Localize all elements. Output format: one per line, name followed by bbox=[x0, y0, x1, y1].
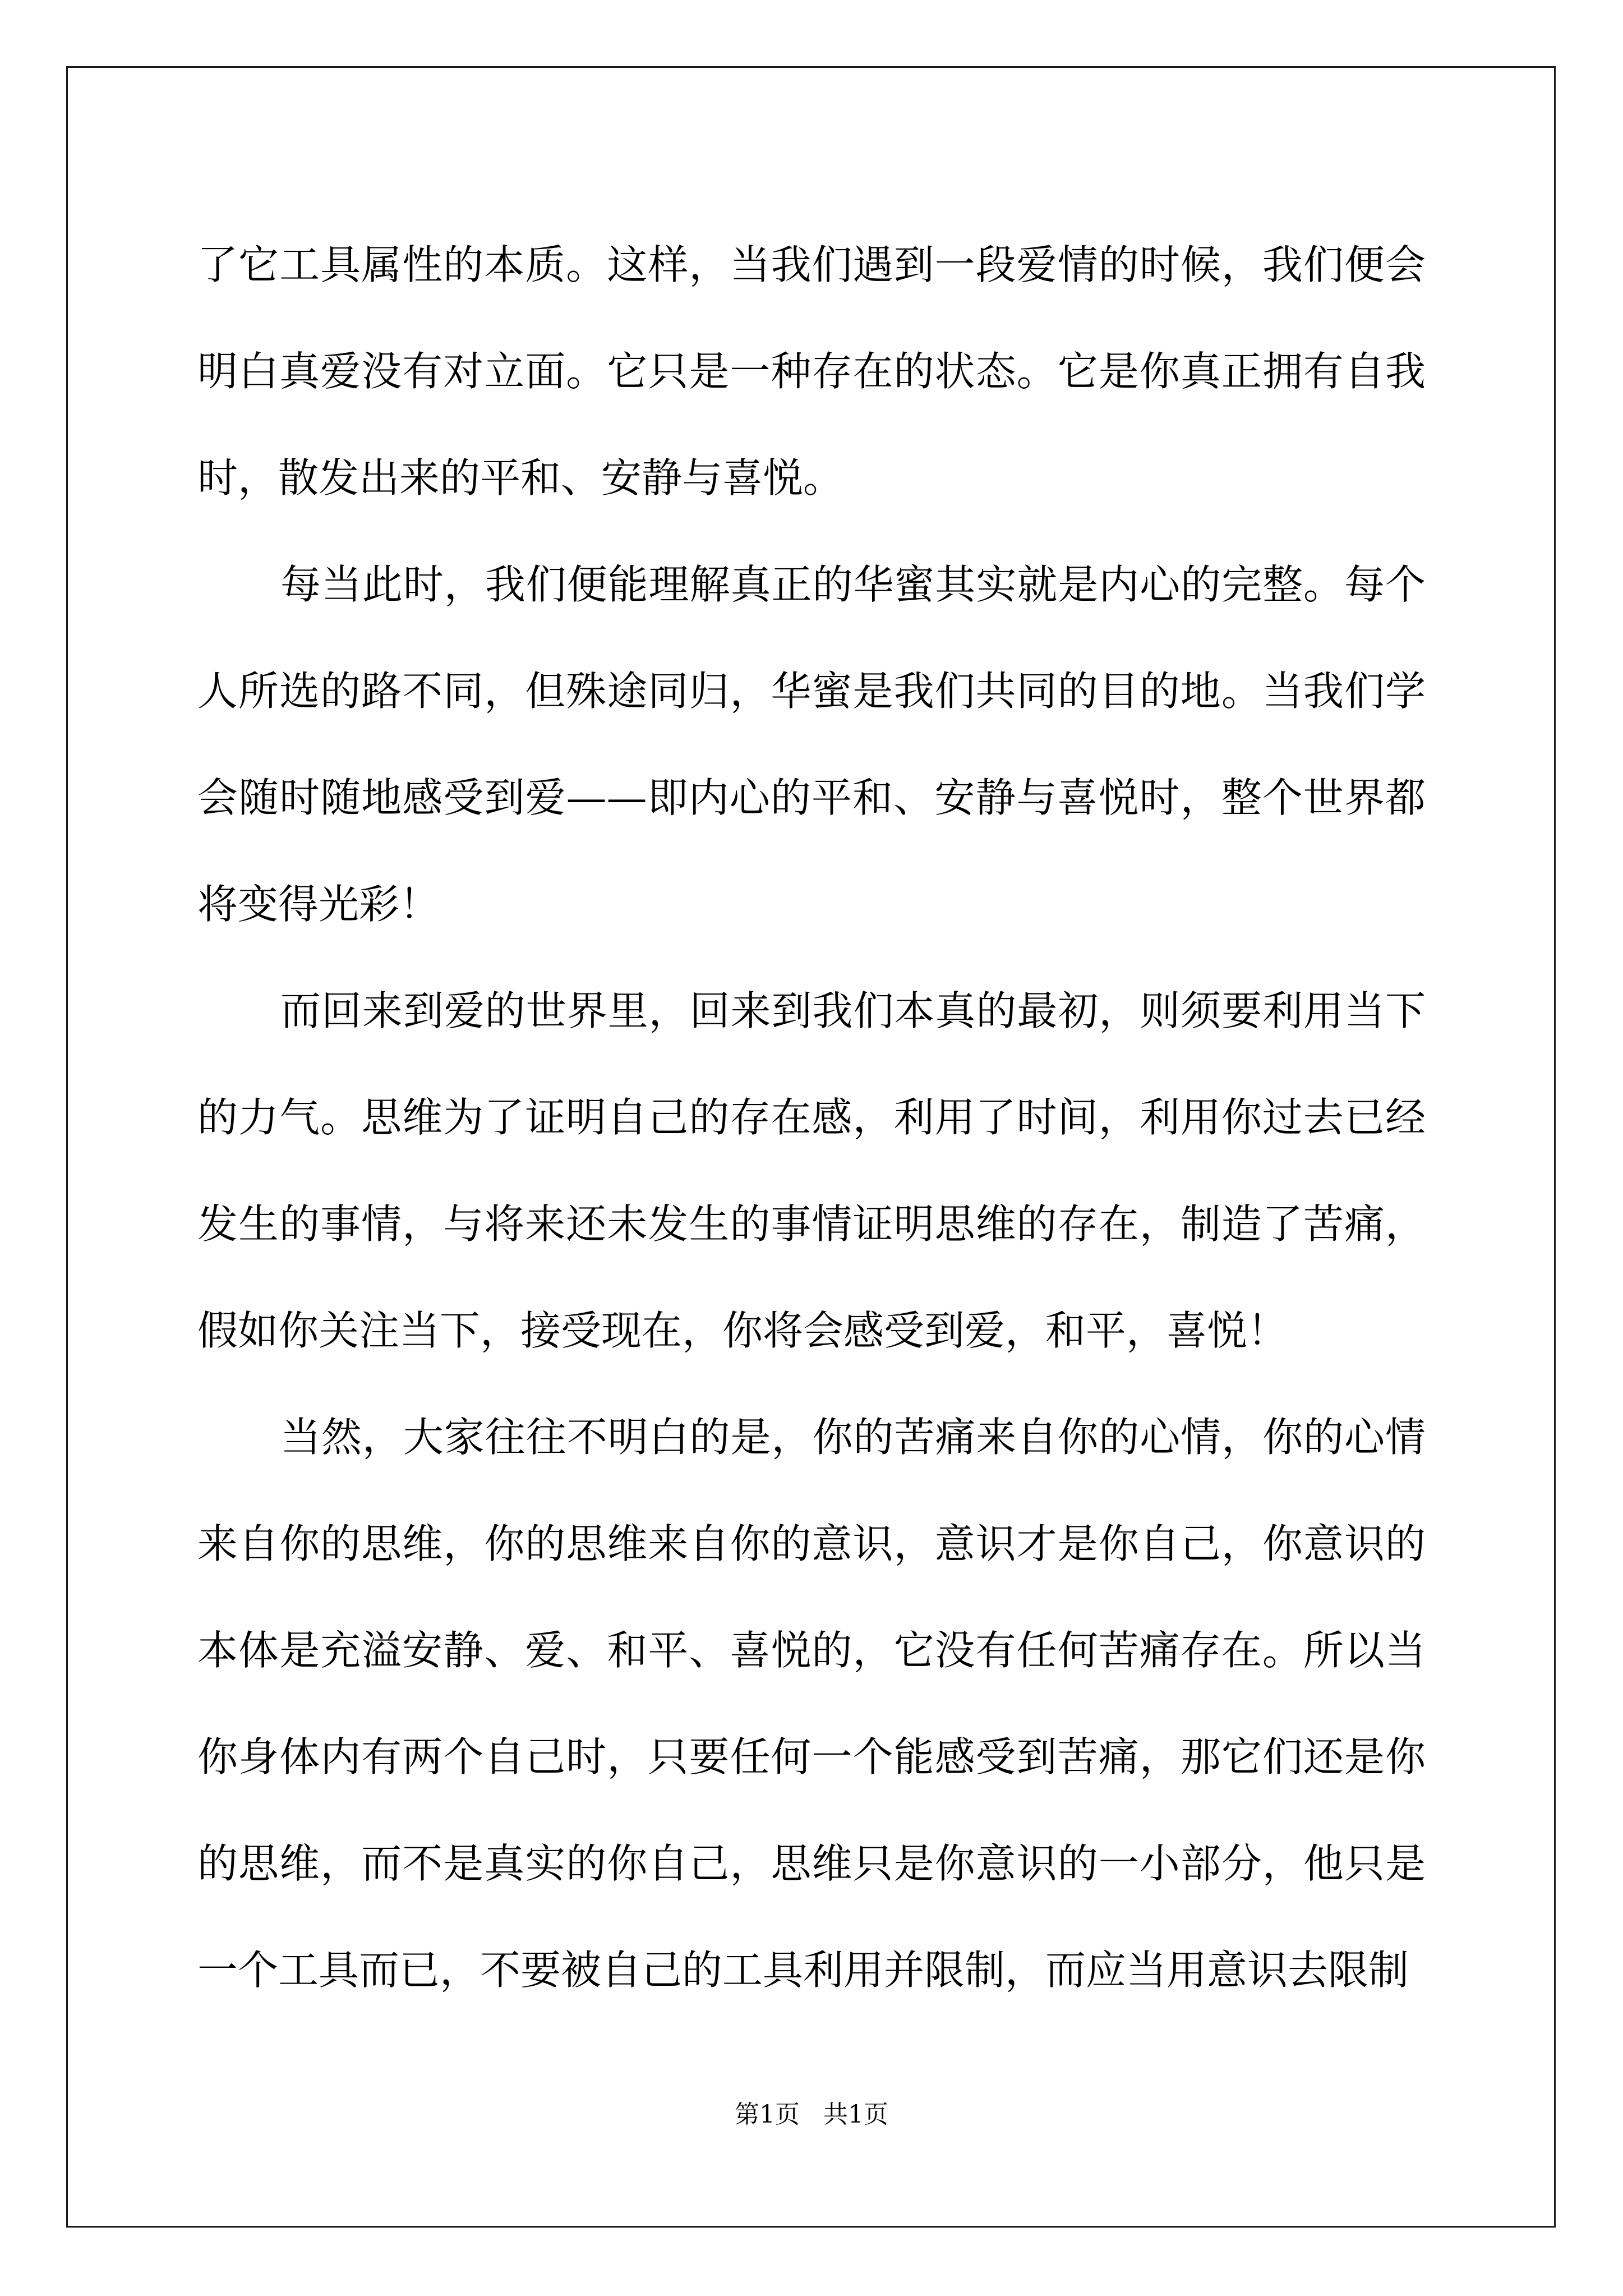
document-body bbox=[197, 211, 1426, 2023]
page-number-footer: 第1页 共1页 bbox=[735, 2100, 888, 2129]
paragraph-4: 当然，大家往往不明白的是，你的苦痛来自你的心情，你的心情来自你的思维，你的思维来自你的意识，意识才是你自己，你意识的本体是充溢安静、爱、和平、喜悦的，它没有任何苦痛存在。所以当你身体内有两个自己时，只要任何一个能感受到苦痛，那它们还是你的思维，而不是真实的你自己，思维只是你意识的一小部分，他只是一个工具而已，不要被自己的工具利用并限制，而应当用意识去限制 bbox=[197, 1414, 1426, 1994]
paragraph-1: 了它工具属性的本质。这样，当我们遇到一段爱情的时候，我们便会明白真爱没有对立面。它只是一种存在的状态。它是你真正拥有自我时，散发出来的平和、安静与喜悦。 bbox=[197, 241, 1426, 501]
paragraph-3: 而回来到爱的世界里，回来到我们本真的最初，则须要利用当下的力气。思维为了证明自己的存在感，利用了时间，利用你过去已经发生的事情，与将来还未发生的事情证明思维的存在，制造了苦痛，假如你关注当下，接受现在，你将会感受到爱，和平，喜悦！ bbox=[197, 987, 1426, 1354]
paragraph-2: 每当此时，我们便能理解真正的华蜜其实就是内心的完整。每个人所选的路不同，但殊途同归，华蜜是我们共同的目的地。当我们学会随时随地感受到爱——即内心的平和、安静与喜悦时，整个世界都将变得光彩！ bbox=[197, 561, 1426, 928]
